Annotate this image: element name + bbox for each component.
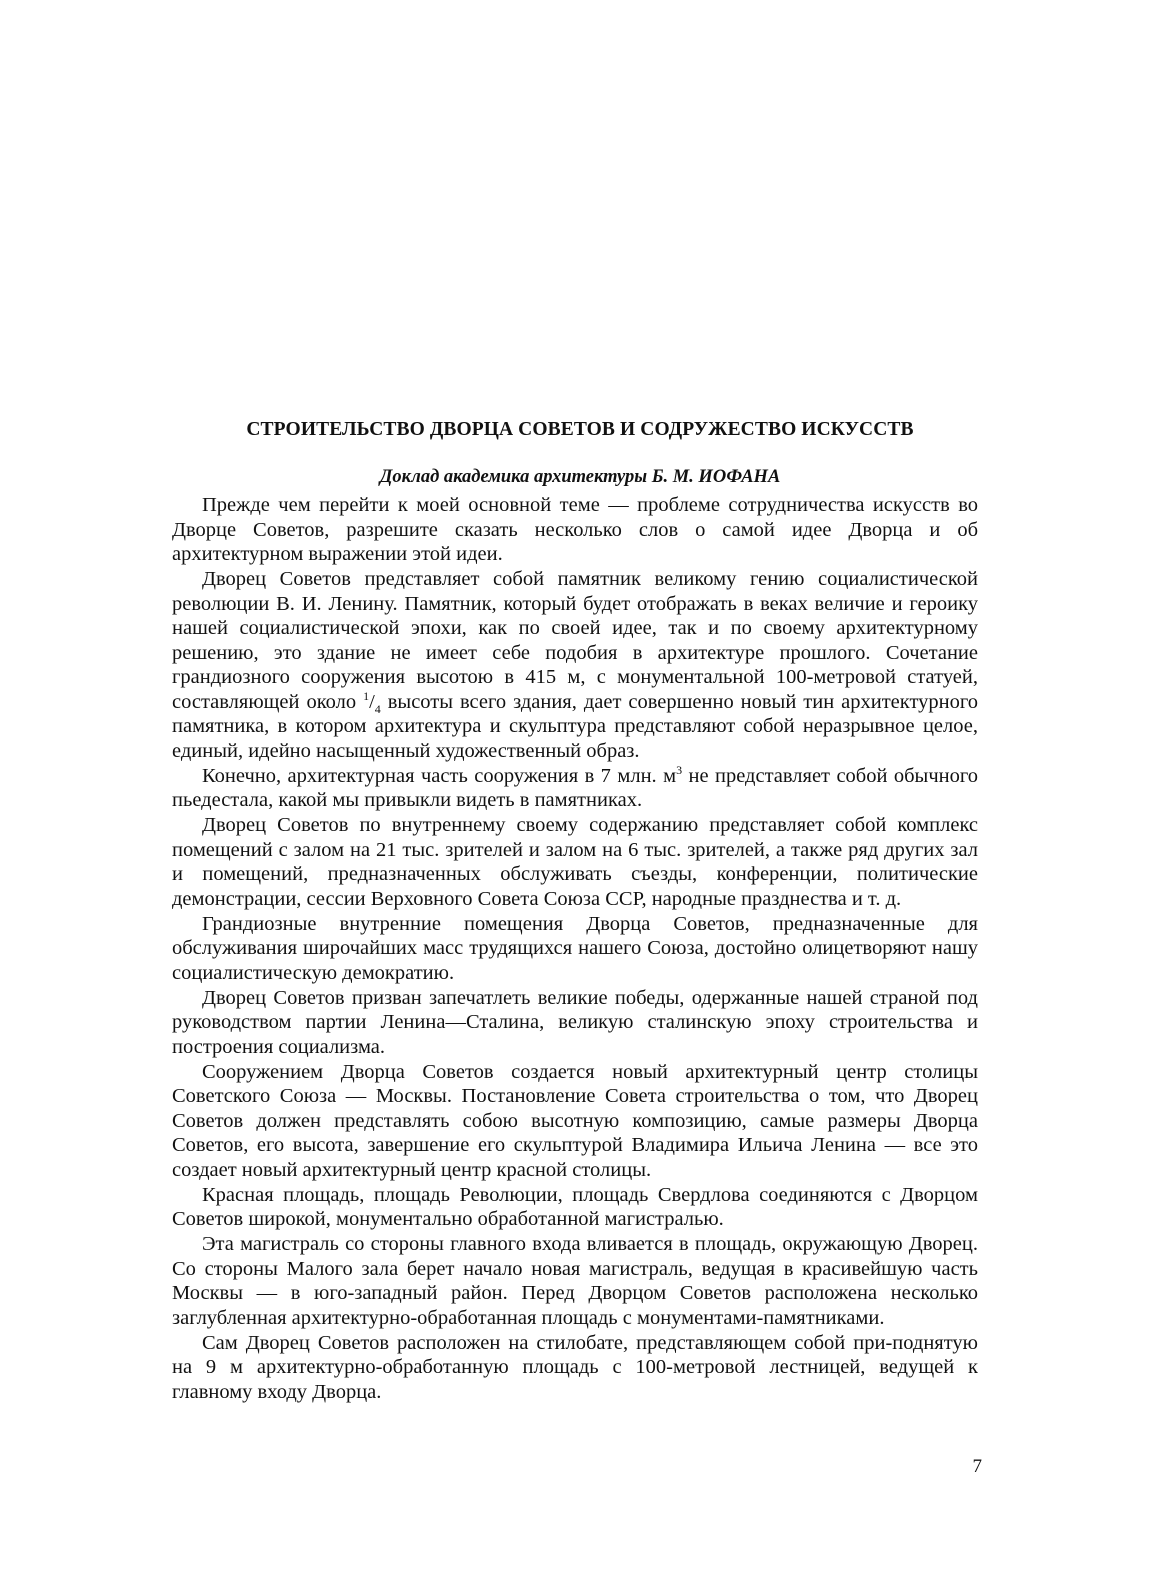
document-title: СТРОИТЕЛЬСТВО ДВОРЦА СОВЕТОВ И СОДРУЖЕСТВО ИСКУССТВ <box>246 419 914 440</box>
superscript-cubic: 3 <box>676 762 683 777</box>
paragraph-1: Прежде чем перейти к моей основной теме — проблеме сотрудничества искусств во Дворце Советов, разрешите сказать несколько слов о самой идее Дворца и об архитектурном выражении этой идеи. <box>172 494 978 565</box>
paragraph-8: Красная площадь, площадь Революции, площадь Свердлова соединяются с Дворцом Советов широкой, монументально обработанной магистралью. <box>172 1183 978 1230</box>
fraction-numerator: 1 <box>363 688 370 703</box>
fraction: $^1/_4$ <box>363 688 381 716</box>
body-text <box>172 493 978 1404</box>
fraction-denominator: 4 <box>374 701 381 716</box>
paragraph-2 <box>172 567 978 763</box>
paragraph-6: Дворец Советов призван запечатлеть великие победы, одержанные нашей страной под руководством партии Ленина—Сталина, великую сталинскую эпоху строительства и построения социализма. <box>172 986 978 1058</box>
page-number: 7 <box>972 1456 982 1477</box>
paragraph-10: Сам Дворец Советов расположен на стилобате, представляющем собой при-поднятую на 9 м архитектурно-обработанную площадь с 100-метровой лестницей, ведущей к главному входу Дворца. <box>172 1331 978 1403</box>
paragraph-9: Эта магистраль со стороны главного входа вливается в площадь, окружающую Дворец. Со стороны Малого зала берет начало новая магистраль, ведущая в красивейшую часть Москвы — в юго-западный район. Перед Дворцом Советов расположена несколько заглубленная архитектурно-обработанная площадь с монументами-памятниками. <box>172 1233 978 1329</box>
paragraph-3-text-continued: не представляет собой обычного пьедестала, какой мы привыкли видеть в памятниках. <box>172 764 979 811</box>
paragraph-5: Грандиозные внутренние помещения Дворца Советов, предназначенные для обслуживания широчайших масс трудящихся нашего Союза, достойно олицетворяют нашу социалистическую демократию. <box>172 912 978 984</box>
paragraph-3-text: Конечно, архитектурная часть сооружения в 7 млн. м <box>202 764 677 787</box>
paragraph-4: Дворец Советов по внутреннему своему содержанию представляет собой комплекс помещений с залом на 21 тыс. зрителей и залом на 6 тыс. зрителей, а также ряд других зал и помещений, предназначенных обслуживать съезды, конференции, политические демонстрации, сессии Верховного Совета Союза ССР, народные празднества и т. д. <box>172 814 978 910</box>
paragraph-2-text: Дворец Советов представляет собой памятник великому гению социалистической революции В. И. Ленину. Памятник, который будет отображать в веках величие и героику нашей социалистической эпохи, как по своей идее, так и по своему архитектурному решению, это здание не имеет себе подобия в архитектуре прошлого. Сочетание грандиозного сооружения высотою в 415 м, с монументальной 100-метровой статуей, составляющей около <box>172 568 978 713</box>
document-subtitle: Доклад академика архитектуры Б. М. ИОФАНА <box>379 467 781 487</box>
paragraph-7: Сооружением Дворца Советов создается новый архитектурный центр столицы Советского Союза — Москвы. Постановление Совета строительства о том, что Дворец Советов должен представлять собою высотную композицию, самые размеры Дворца Советов, его высота, завершение его скульптурой Владимира Ильича Ленина — все это создает новый архитектурный центр красной столицы. <box>172 1060 978 1181</box>
paragraph-2-text-continued: высоты всего здания, дает совершенно новый тин архитектурного памятника, в котором архитектура и скульптура представляют собой неразрывное целое, единый, идейно насыщенный художественный образ. <box>172 690 979 762</box>
paragraph-3 <box>172 764 978 813</box>
